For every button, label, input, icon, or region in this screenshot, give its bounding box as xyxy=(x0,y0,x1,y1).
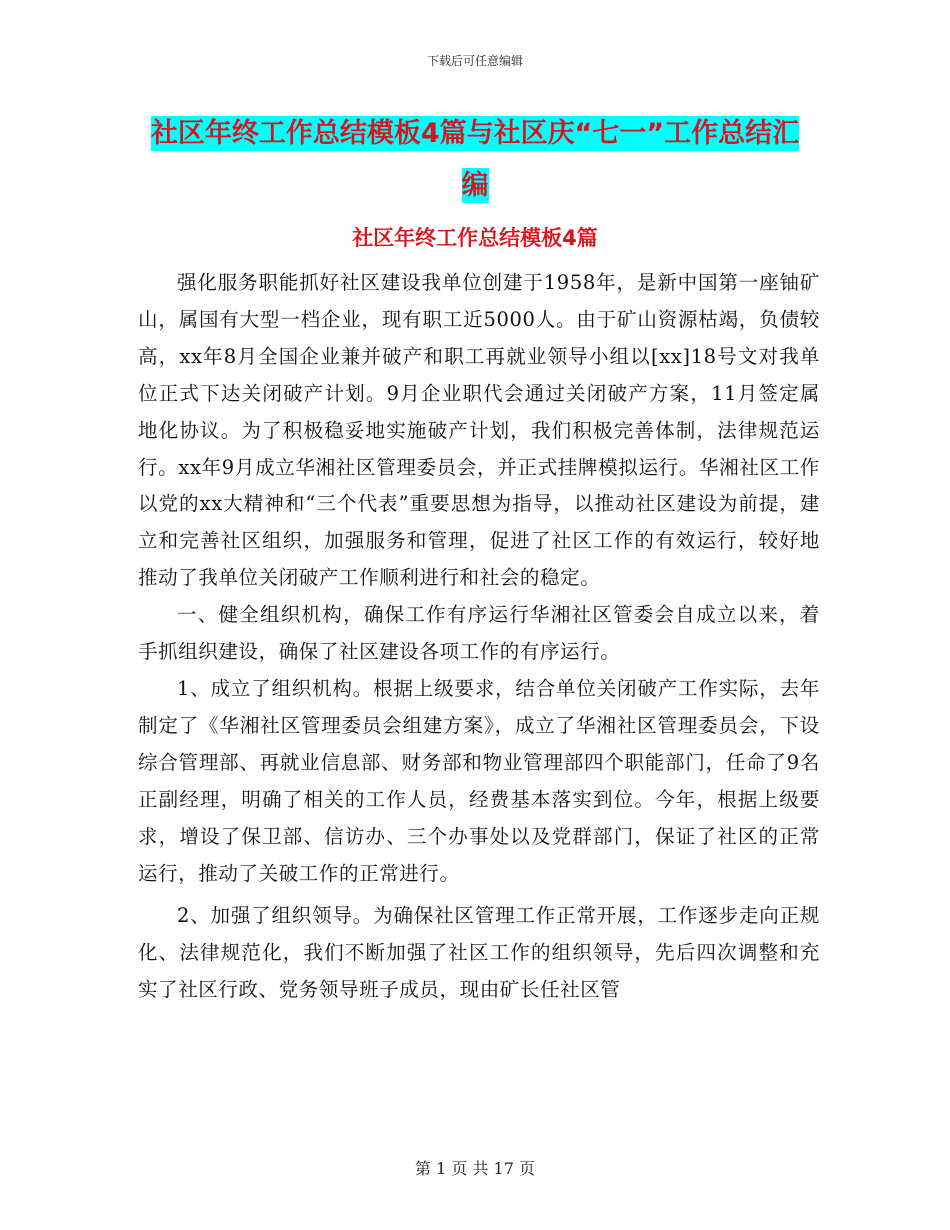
paragraph-item-2: 2、加强了组织领导。为确保社区管理工作正常开展，工作逐步走向正规化、法律规范化，我们不断加强了社区工作的组织领导，先后四次调整和充实了社区行政、党务领导班子成员，现由矿长任社区管 xyxy=(138,904,820,1002)
section-title: 社区年终工作总结模板4篇 xyxy=(352,226,598,250)
document-body xyxy=(138,265,820,1009)
paragraph-item-1: 1、成立了组织机构。根据上级要求，结合单位关闭破产工作实际，去年制定了《华湘社区管理委员会组建方案》，成立了华湘社区管理委员会，下设综合管理部、再就业信息部、财务部和物业管理部四个职能部门，任命了9名正副经理，明确了相关的工作人员，经费基本落实到位。今年，根据上级要求，增设了保卫部、信访办、三个办事处以及党群部门，保证了社区的正常运行，推动了关破工作的正常进行。 xyxy=(138,676,820,885)
page-header: 下载后可任意编辑 xyxy=(426,54,523,68)
page-footer: 第 1 页 共 17 页 xyxy=(415,1159,535,1178)
document-title-text: 社区年终工作总结模板4篇与社区庆“七一”工作总结汇编 xyxy=(150,118,800,201)
paragraph-section-1: 一、健全组织机构，确保工作有序运行华湘社区管委会自成立以来，着手抓组织建设，确保了社区建设各项工作的有序运行。 xyxy=(138,603,820,664)
document-title xyxy=(140,108,810,212)
paragraph-intro: 强化服务职能抓好社区建设我单位创建于1958年，是新中国第一座铀矿山，属国有大型一档企业，现有职工近5000人。由于矿山资源枯竭，负债较高，xx年8月全国企业兼并破产和职工再就业领导小组以[xx]18号文对我单位正式下达关闭破产计划。9月企业职代会通过关闭破产方案，11月签定属地化协议。为了积极稳妥地实施破产计划，我们积极完善体制，法律规范运行。xx年9月成立华湘社区管理委员会，并正式挂牌模拟运行。华湘社区工作以党的xx大精神和“三个代表”重要思想为指导，以推动社区建设为前提，建立和完善社区组织，加强服务和管理，促进了社区工作的有效运行，较好地推动了我单位关闭破产工作顺利进行和社会的稳定。 xyxy=(138,271,820,590)
